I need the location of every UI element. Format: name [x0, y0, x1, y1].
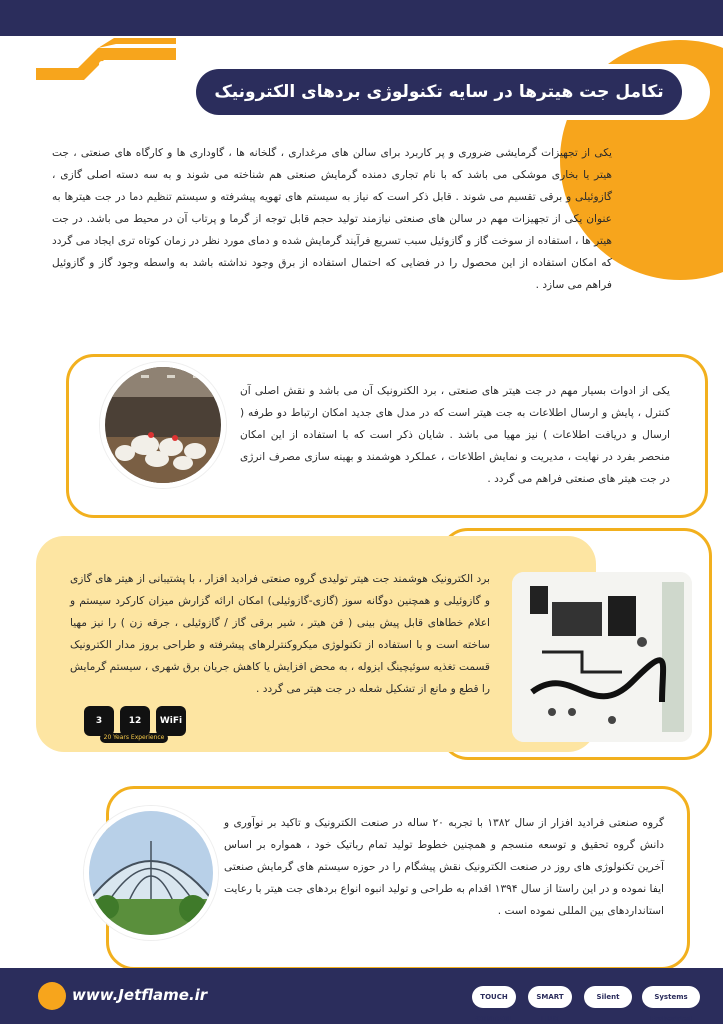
company-paragraph: گروه صنعتی فرادید افزار از سال ۱۳۸۲ با تجربه ۲۰ ساله در صنعت الکترونیک و تاکید بر نوآوری و دانش گروه تحقیق و توسعه منسجم و همچنین خطوط تولید تمام رباتیک خود ، همواره بر اساس آخرین تکنولوژی های روز در صنعت الکترونیک نقش پیشگام را در حوزه سیستم های گرمایش صنعتی ایفا نموده و در این راستا از سال ۱۳۹۴ اقدام به طراحی و تولید انبوه انواع بردهای جت هیتر با رعایت استانداردهای بین المللی نموده است . — [224, 817, 664, 917]
website-link[interactable]: www.Jetflame.ir — [72, 986, 208, 1004]
experience-badge: 20 Years Experience — [100, 733, 168, 743]
brand-smart-link: SMART LINK — [528, 986, 572, 1008]
flame-logo-icon — [38, 982, 66, 1010]
brand-touch-control: TOUCH CONTROL — [472, 986, 516, 1008]
intro-paragraph: یکی از تجهیزات گرمایشی ضروری و پر کاربرد برای سالن های مرغداری ، گلخانه ها ، گاوداری ها و کارگاه های صنعتی ، جت هیتر یا بخاری موشکی می باشد که با نام تجاری دمنده گرمایش صنعتی هم شناخته می شوند و به سه دسته اصلی گازی ، گازوئیلی و برقی تقسیم می شوند . قابل ذکر است که نیاز به سیستم های تهویه پیشرفته و سیستم تنظیم دما در جت هیترها به عنوان یکی از تجهیزات مهم در سالن های صنعتی نیازمند تولید حجم قابل توجه از گرما و پرتاب آن در محیط می باشد. در جت هیتر ها ، استفاده از سوخت گاز و گازوئیل سبب تسریع فرآیند گرمایش شده و دمای مورد نظر در زمان کوتاه تری ایجاد می گردد که امکان استفاده از این محصول را در فضایی که احتمال استفاده از برق وجود نداشته باشد به واسطه وجود گاز و گازوئیل فراهم می سازد . — [52, 147, 612, 291]
brand-silent: Silent — [584, 986, 632, 1008]
brand-embedded-systems: Systems Embedded — [642, 986, 700, 1008]
badge-12v-icon: 12 — [120, 706, 150, 736]
smart-board-paragraph: برد الکترونیک هوشمند جت هیتر تولیدی گروه صنعتی فرادید افزار ، با پشتیبانی از هیتر های گازی و گازوئیلی و همچنین دوگانه سوز (گازی-گازوئیلی) امکان ارائه گزارش میزان کارکرد سیستم و اعلام خطاهای قابل پیش بینی ( فن هیتر ، شیر برقی گاز / گازوئیلی ، جرقه زن ) را نیز مهیا ساخته است و با استفاده از تکنولوژی میکروکنترلرهای پیشرفته و طراحی بروز مدار الکترونیک قسمت تغذیه سوئیچینگ ایزوله ، به محض افزایش یا کاهش جریان برق شهری ، سیستم گرمایش را قطع و مانع از تشکیل شعله در جت هیتر می گردد . — [70, 573, 490, 695]
greenhouse-image — [84, 806, 218, 940]
badge-warranty-icon: 3 — [84, 706, 114, 736]
page-title: تکامل جت هیترها در سایه تکنولوژی بردهای الکترونیک — [196, 69, 682, 115]
electronics-paragraph: یکی از ادوات بسیار مهم در جت هیتر های صنعتی ، برد الکترونیک آن می باشد و نقش اصلی آن کنترل ، پایش و ارسال اطلاعات به جت هیتر است که در مدل های جدید امکان ارتباط دو طرفه ( ارسال و دریافت اطلاعات ) نیز مهیا می باشد . شایان ذکر است که با استفاده از این امکان منحصر بفرد در نهایت ، مدیریت و نمایش اطلاعات ، عملکرد هوشمند و بهینه سازی مصرف انرژی در جت هیتر های صنعتی فراهم می گردد . — [240, 385, 670, 485]
top-bar — [0, 0, 723, 36]
poultry-farm-image — [100, 362, 226, 488]
circuit-board-image — [512, 572, 692, 742]
brand-logo-icon — [36, 38, 176, 88]
badge-wifi-icon: WiFi — [156, 706, 186, 736]
